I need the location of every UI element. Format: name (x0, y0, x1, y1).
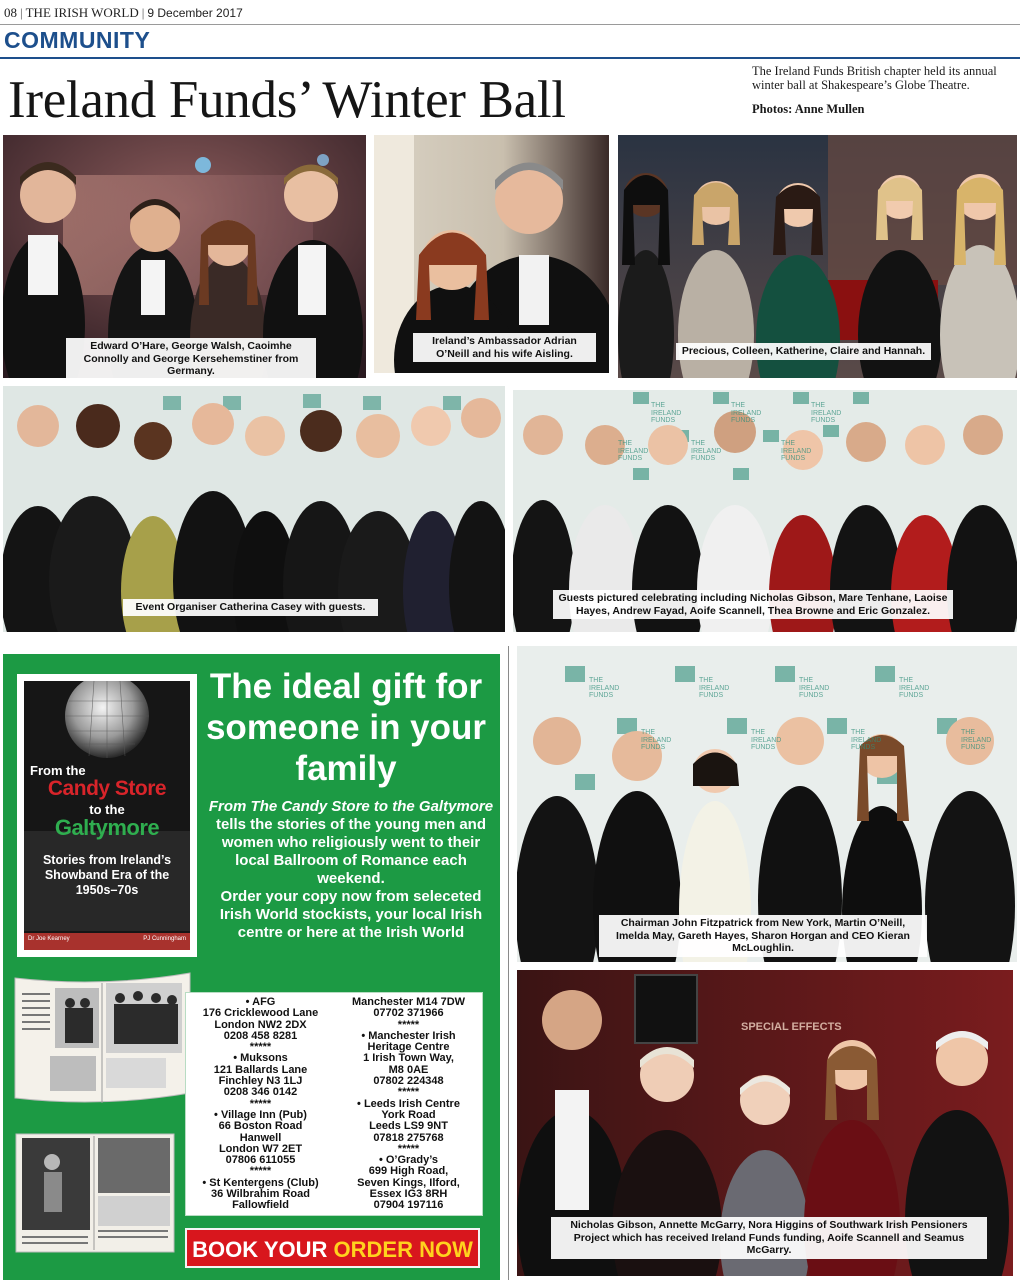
photo-5 (513, 390, 1017, 632)
stockist-line: • St Kentergens (Club) (202, 1176, 319, 1189)
stockist-line: 07904 197116 (373, 1199, 444, 1212)
book-cover[interactable] (17, 674, 197, 957)
stockist-line: • Village Inn (Pub) (214, 1108, 307, 1121)
stockist-line: 121 Ballards Lane (213, 1063, 308, 1076)
photo-4-caption: Event Organiser Catherina Casey with guests. (123, 599, 378, 616)
backdrop-logo-text: THE IRELAND FUNDS (589, 677, 620, 699)
photo-3 (618, 135, 1017, 378)
stockist-line: ***** (397, 1086, 420, 1099)
stockists-column-left (188, 997, 333, 1212)
stockist-line: Seven Kings, Ilford, (357, 1176, 460, 1189)
stockist-line: 1 Irish Town Way, (363, 1052, 454, 1065)
book-title-line4: Galtymore (54, 815, 160, 840)
photo-7 (517, 970, 1013, 1276)
stockist-line: 07702 371966 (373, 1007, 444, 1020)
stockist-line: York Road (381, 1108, 436, 1121)
book-spread-illustration-2 (14, 1132, 176, 1254)
ad-order-text: Order your copy now from seleceted Irish World stockists, your local Irish centre or here at the Irish World (219, 888, 483, 941)
order-cta-yellow: ORDER NOW (333, 1237, 473, 1262)
stockist-line: 0208 346 0142 (223, 1086, 298, 1099)
backdrop-logo-text: THE IRELAND FUNDS (961, 729, 992, 751)
photo-2 (374, 135, 609, 373)
backdrop-logo-text: THE IRELAND FUNDS (811, 402, 842, 424)
svg-text:SPECIAL EFFECTS: SPECIAL EFFECTS (741, 1021, 842, 1033)
ad-headline: The ideal gift for someone in your family (205, 667, 487, 788)
issue-date: 9 December 2017 (147, 6, 243, 20)
stockist-line: ***** (397, 1142, 420, 1155)
ad-body (206, 798, 496, 942)
stockist-line: Manchester M14 7DW (351, 996, 466, 1008)
photo-4 (3, 386, 505, 632)
stockist-line: 36 Wilbrahim Road (211, 1188, 310, 1201)
stockist-line: ***** (249, 1041, 272, 1054)
photo-5-caption: Guests pictured celebrating including Nicholas Gibson, Mare Tenhane, Laoise Hayes, Andrew Fayad, Aoife Scannell, Thea Browne and Eric Gonzalez. (553, 590, 953, 619)
header-rule (0, 24, 1020, 25)
photo-7-caption: Nicholas Gibson, Annette McGarry, Nora Higgins of Southwark Irish Pensioners Project which has received Ireland Funds funding, Aoife Scannell and Seamus McGarry. (551, 1217, 987, 1259)
stockist-line: Leeds LS9 9NT (369, 1120, 448, 1133)
stockist-line: 07802 224348 (373, 1075, 444, 1088)
stockist-line: 07806 611055 (225, 1154, 296, 1167)
page-number: 08 (4, 5, 17, 20)
order-cta-white: BOOK YOUR (192, 1237, 328, 1262)
book-title-line2: Candy Store (47, 777, 167, 800)
stockists-list (185, 992, 483, 1216)
stockist-line: ***** (249, 1097, 272, 1110)
stockist-line: • Manchester Irish (361, 1029, 456, 1042)
backdrop-logo-text: THE IRELAND FUNDS (799, 677, 830, 699)
column-rule (508, 646, 509, 1280)
backdrop-logo-text: THE IRELAND FUNDS (618, 440, 649, 462)
folio-line: 08 | THE IRISH WORLD | 9 December 2017 (4, 5, 243, 20)
stockist-line: 0208 458 8281 (223, 1029, 298, 1042)
stockist-line: 66 Boston Road (218, 1120, 303, 1133)
backdrop-logo-text: THE IRELAND FUNDS (751, 729, 782, 751)
publication-name: THE IRISH WORLD (25, 5, 139, 20)
backdrop-logo-text: THE IRELAND FUNDS (699, 677, 730, 699)
stockist-line: London W7 2ET (218, 1142, 303, 1155)
book-title-line1: From the (30, 763, 86, 778)
stockist-line: ***** (249, 1165, 272, 1178)
stockist-line: Finchley N3 1LJ (218, 1075, 303, 1088)
ad-body-text: tells the stories of the young men and women who religiously went to their local Ballroom of Romance each weekend. (215, 816, 487, 887)
stockist-line: Essex IG3 8RH (369, 1188, 448, 1201)
book-author-2: PJ Cunningham (143, 936, 186, 942)
book-author-1: Dr Joe Kearney (28, 936, 70, 942)
book-subtitle: Stories from Ireland’s Showband Era of the 1950s–70s (42, 853, 172, 897)
backdrop-logo-text: THE IRELAND FUNDS (781, 440, 812, 462)
backdrop-logo-text: THE IRELAND FUNDS (731, 402, 762, 424)
backdrop-logo-text: THE IRELAND FUNDS (651, 402, 682, 424)
stockist-line: ***** (397, 1018, 420, 1031)
photo-1-caption: Edward O’Hare, George Walsh, Caoimhe Connolly and George Kersehemstiner from Germany. (66, 338, 316, 378)
photo-1 (3, 135, 366, 378)
stockist-line: M8 0AE (388, 1063, 429, 1076)
stockist-line: Fallowfield (232, 1199, 289, 1212)
backdrop-logo-text: THE IRELAND FUNDS (641, 729, 672, 751)
ad-book-title: From The Candy Store to the Galtymore (208, 798, 494, 815)
stockist-line: Hanwell (239, 1131, 282, 1144)
photo-3-caption: Precious, Colleen, Katherine, Claire and Hannah. (676, 343, 931, 360)
photo-2-caption: Ireland’s Ambassador Adrian O’Neill and his wife Aisling. (413, 333, 596, 362)
stockist-line: • Muksons (233, 1052, 288, 1065)
book-title-line3: to the (89, 802, 125, 817)
stockist-line: Heritage Centre (367, 1041, 450, 1054)
section-label: COMMUNITY (4, 27, 151, 53)
stockist-line: 07818 275768 (373, 1131, 444, 1144)
backdrop-logo-text: THE IRELAND FUNDS (691, 440, 722, 462)
book-spread-illustration-1 (10, 968, 195, 1108)
stockist-line: 176 Cricklewood Lane (202, 1007, 319, 1020)
photo-6-caption: Chairman John Fitzpatrick from New York, Martin O’Neill, Imelda May, Gareth Hayes, Sharon Horgan and CEO Kieran McLoughlin. (599, 915, 927, 957)
stockist-line: • AFG (245, 996, 276, 1008)
section-rule (0, 57, 1020, 59)
photo-credit: Photos: Anne Mullen (752, 102, 865, 116)
stockist-line: 699 High Road, (368, 1165, 449, 1178)
article-intro: The Ireland Funds British chapter held its annual winter ball at Shakespeare’s Globe Theatre. (752, 64, 997, 92)
stockist-line: • O’Grady’s (378, 1154, 439, 1167)
book-order-button[interactable] (185, 1228, 480, 1268)
stockist-line: London NW2 2DX (214, 1018, 307, 1031)
stockist-line: • Leeds Irish Centre (357, 1097, 460, 1110)
page-headline: Ireland Funds’ Winter Ball (8, 71, 566, 129)
photo-6 (517, 646, 1017, 962)
backdrop-logo-text: THE IRELAND FUNDS (899, 677, 930, 699)
backdrop-logo-text: THE IRELAND FUNDS (851, 729, 882, 751)
stockists-column-right (336, 997, 481, 1212)
